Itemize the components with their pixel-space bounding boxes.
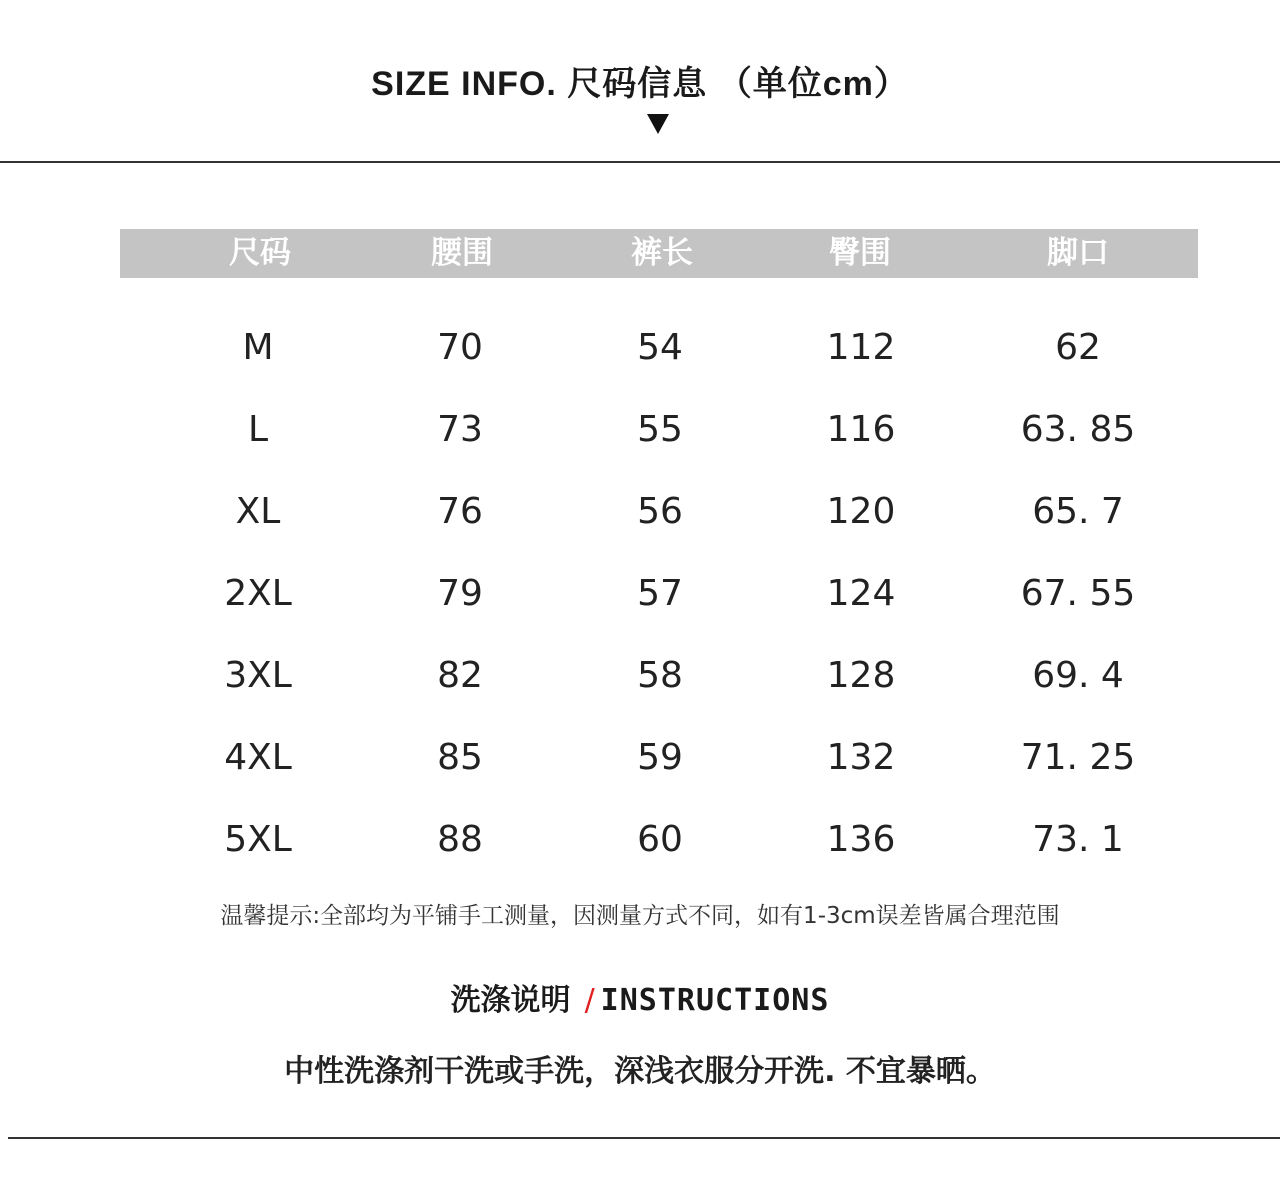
- cell-length: 54: [637, 327, 683, 368]
- header-size: 尺码: [229, 235, 291, 271]
- cell-waist: 88: [437, 819, 483, 860]
- cell-hip: 132: [826, 737, 896, 778]
- table-row: [0, 815, 1280, 865]
- cell-length: 56: [637, 491, 683, 532]
- cell-length: 60: [637, 819, 683, 860]
- cell-hip: 128: [826, 655, 896, 696]
- cell-size: 5XL: [224, 819, 292, 860]
- cell-leg-opening: 71. 25: [1020, 737, 1136, 778]
- instructions-text: 中性洗涤剂干洗或手洗，深浅衣服分开洗. 不宜暴晒。: [284, 1054, 996, 1089]
- bottom-divider: [8, 1137, 1280, 1139]
- cell-leg-opening: 62: [1055, 327, 1101, 368]
- table-row: [0, 323, 1280, 373]
- instructions-title-en: INSTRUCTIONS: [600, 983, 830, 1018]
- cell-size: M: [242, 327, 274, 368]
- cell-length: 55: [637, 409, 683, 450]
- table-row: [0, 569, 1280, 619]
- cell-leg-opening: 63. 85: [1020, 409, 1136, 450]
- cell-waist: 76: [437, 491, 483, 532]
- cell-waist: 85: [437, 737, 483, 778]
- table-row: [0, 651, 1280, 701]
- cell-leg-opening: 67. 55: [1020, 573, 1136, 614]
- table-row: [0, 733, 1280, 783]
- cell-leg-opening: 65. 7: [1032, 491, 1124, 532]
- page-title: SIZE INFO. 尺码信息 （单位cm）: [371, 65, 909, 103]
- cell-hip: 112: [826, 327, 896, 368]
- cell-size: 2XL: [224, 573, 292, 614]
- cell-length: 58: [637, 655, 683, 696]
- cell-waist: 73: [437, 409, 483, 450]
- instructions-title-cn: 洗涤说明: [450, 983, 571, 1018]
- cell-length: 59: [637, 737, 683, 778]
- cell-hip: 124: [826, 573, 896, 614]
- instructions-title: [0, 975, 1280, 1019]
- header-waist: 腰围: [431, 235, 493, 271]
- header-hip: 臀围: [829, 235, 891, 271]
- cell-waist: 82: [437, 655, 483, 696]
- cell-length: 57: [637, 573, 683, 614]
- cell-hip: 120: [826, 491, 896, 532]
- cell-size: XL: [235, 491, 281, 532]
- top-divider: [0, 161, 1280, 163]
- measurement-note: 温馨提示:全部均为平铺手工测量，因测量方式不同，如有1-3cm误差皆属合理范围: [220, 903, 1060, 929]
- cell-hip: 136: [826, 819, 896, 860]
- cell-size: 4XL: [224, 737, 292, 778]
- table-row: [0, 487, 1280, 537]
- header-leg-opening: 脚口: [1047, 235, 1109, 271]
- header-length: 裤长: [631, 235, 693, 271]
- cell-waist: 79: [437, 573, 483, 614]
- cell-size: 3XL: [224, 655, 292, 696]
- cell-leg-opening: 73. 1: [1032, 819, 1124, 860]
- cell-size: L: [247, 409, 269, 450]
- slash-separator: /: [584, 983, 595, 1018]
- cell-waist: 70: [437, 327, 483, 368]
- cell-hip: 116: [826, 409, 896, 450]
- table-row: [0, 405, 1280, 455]
- cell-leg-opening: 69. 4: [1032, 655, 1124, 696]
- table-header: [120, 229, 1198, 278]
- down-arrow-icon: [647, 114, 669, 134]
